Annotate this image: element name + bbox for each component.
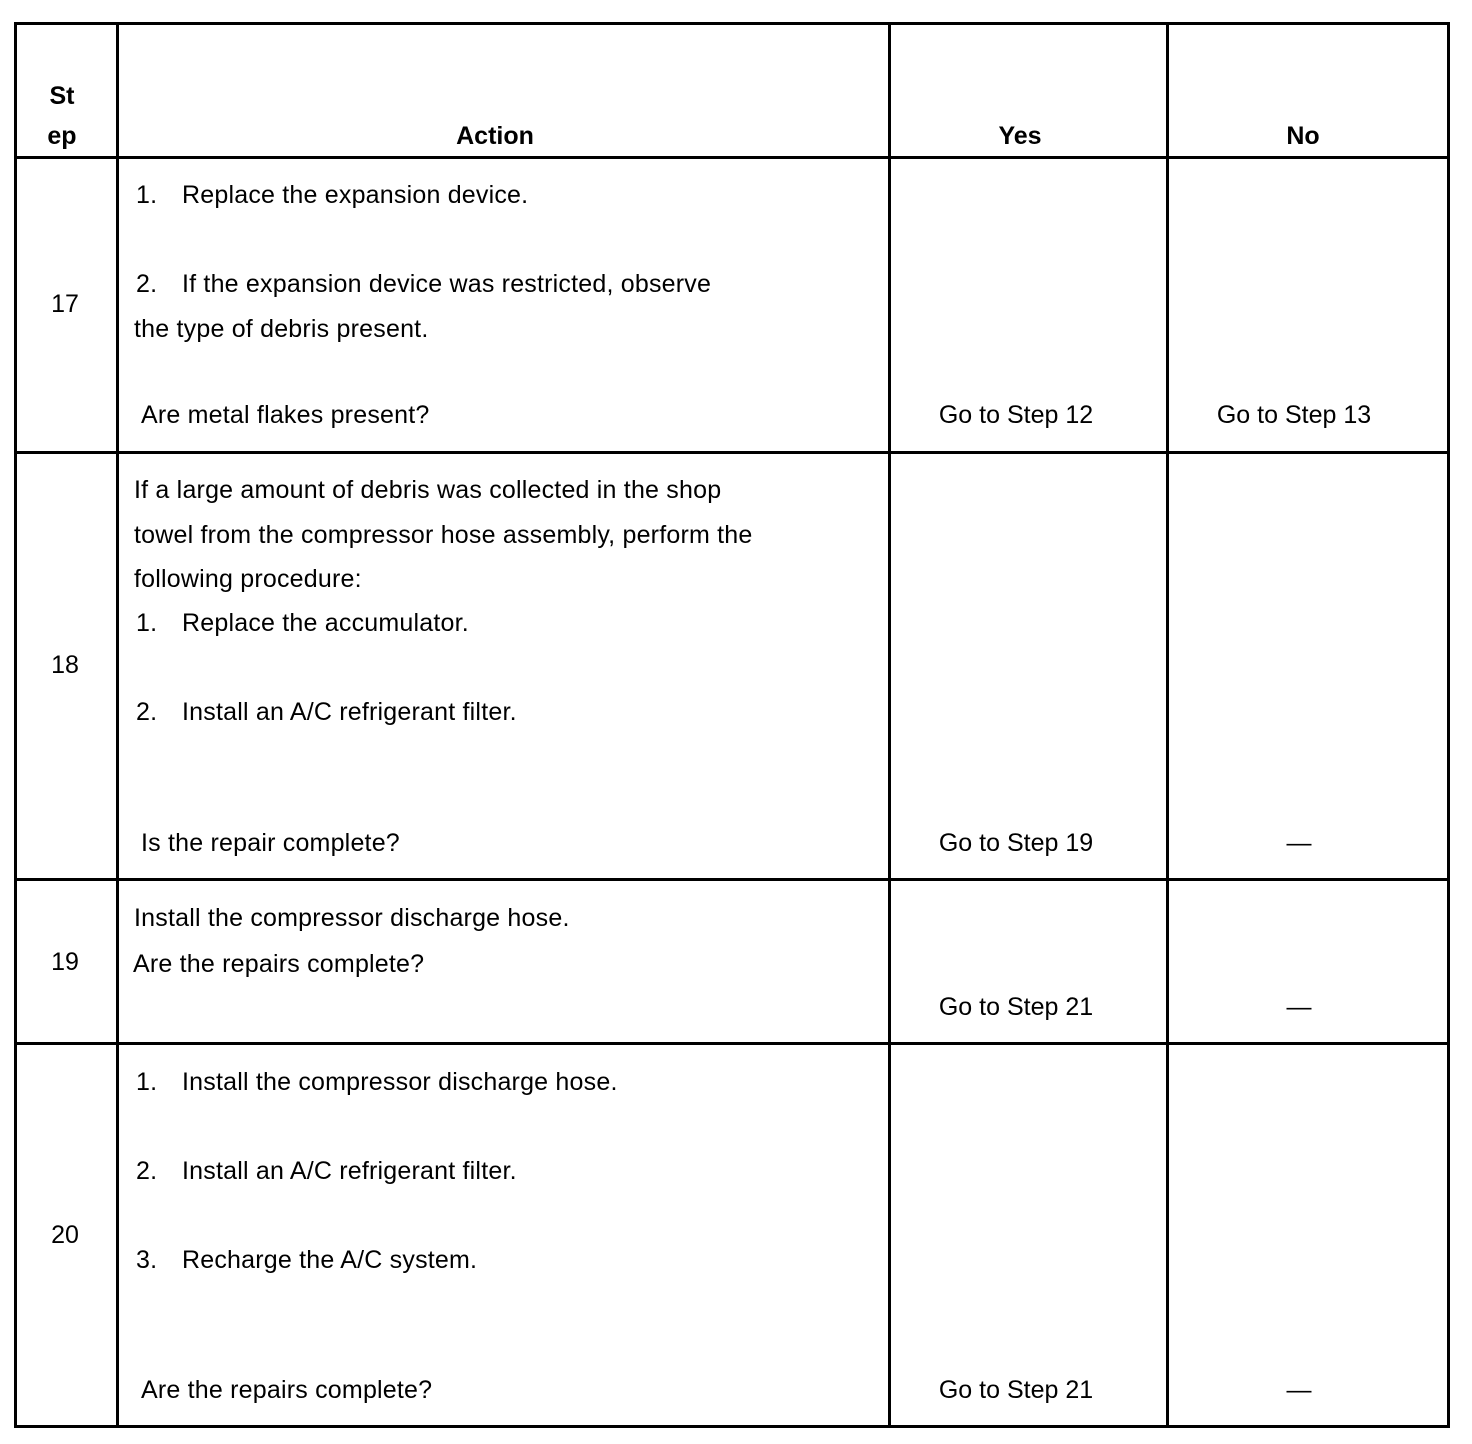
action-line <box>136 262 711 306</box>
yes-result: Go to Step 12 <box>938 401 1094 429</box>
list-number: 2. <box>136 698 158 726</box>
list-number: 1. <box>136 181 158 209</box>
action-question: Is the repair complete? <box>141 829 400 857</box>
header-yes: Yes <box>998 122 1042 150</box>
table-border-right <box>1447 22 1450 1428</box>
action-line <box>136 1149 517 1193</box>
action-text: following procedure: <box>134 565 362 593</box>
action-line <box>136 173 528 217</box>
header-action: Action <box>456 122 534 150</box>
step-number: 19 <box>51 948 79 976</box>
action-text: Replace the expansion device. <box>182 181 529 209</box>
list-number: 2. <box>136 1157 158 1185</box>
column-divider-step-action <box>116 22 119 1428</box>
action-text: Recharge the A/C system. <box>182 1246 478 1274</box>
action-text: Install an A/C refrigerant filter. <box>182 698 517 726</box>
no-result: — <box>1286 1376 1312 1404</box>
list-number: 1. <box>136 609 158 637</box>
no-result: — <box>1286 993 1312 1021</box>
action-text: If a large amount of debris was collected in the shop <box>134 476 722 504</box>
action-text: Install the compressor discharge hose. <box>182 1068 618 1096</box>
header-no: No <box>1286 122 1320 150</box>
yes-result: Go to Step 21 <box>938 1376 1094 1404</box>
no-result: — <box>1286 829 1312 857</box>
action-text: the type of debris present. <box>134 315 429 343</box>
action-text: Install an A/C refrigerant filter. <box>182 1157 517 1185</box>
row-divider-19 <box>14 1042 1450 1045</box>
action-text: Are the repairs complete? <box>133 950 425 978</box>
step-number: 20 <box>51 1221 79 1249</box>
row-divider-header <box>14 156 1450 159</box>
action-question: Are the repairs complete? <box>141 1376 433 1404</box>
list-number: 1. <box>136 1068 158 1096</box>
action-text: Install the compressor discharge hose. <box>134 904 570 932</box>
action-line <box>134 307 428 351</box>
action-line <box>136 601 469 645</box>
action-line <box>134 896 570 940</box>
step-number: 18 <box>51 651 79 679</box>
action-text: If the expansion device was restricted, observe <box>182 270 712 298</box>
header-step <box>17 76 107 156</box>
action-line <box>134 468 721 512</box>
action-text: towel from the compressor hose assembly, perform the <box>134 521 753 549</box>
action-line <box>136 690 517 734</box>
action-line <box>134 557 362 601</box>
yes-result: Go to Step 21 <box>938 993 1094 1021</box>
diagnostic-table <box>14 22 1450 1428</box>
no-result: Go to Step 13 <box>1216 401 1372 429</box>
header-step-line1: St <box>49 82 75 110</box>
row-divider-17 <box>14 451 1450 454</box>
column-divider-yes-no <box>1166 22 1169 1428</box>
table-border-left <box>14 22 17 1428</box>
action-line <box>136 1060 618 1104</box>
row-divider-18 <box>14 878 1450 881</box>
table-border-bottom <box>14 1425 1450 1428</box>
table-border-top <box>14 22 1450 25</box>
action-question: Are metal flakes present? <box>141 401 430 429</box>
action-line <box>134 513 753 557</box>
action-line <box>136 1238 477 1282</box>
action-line <box>133 942 424 986</box>
list-number: 2. <box>136 270 158 298</box>
header-step-line2: ep <box>47 122 77 150</box>
yes-result: Go to Step 19 <box>938 829 1094 857</box>
list-number: 3. <box>136 1246 158 1274</box>
column-divider-action-yes <box>888 22 891 1428</box>
action-text: Replace the accumulator. <box>182 609 469 637</box>
step-number: 17 <box>51 290 79 318</box>
